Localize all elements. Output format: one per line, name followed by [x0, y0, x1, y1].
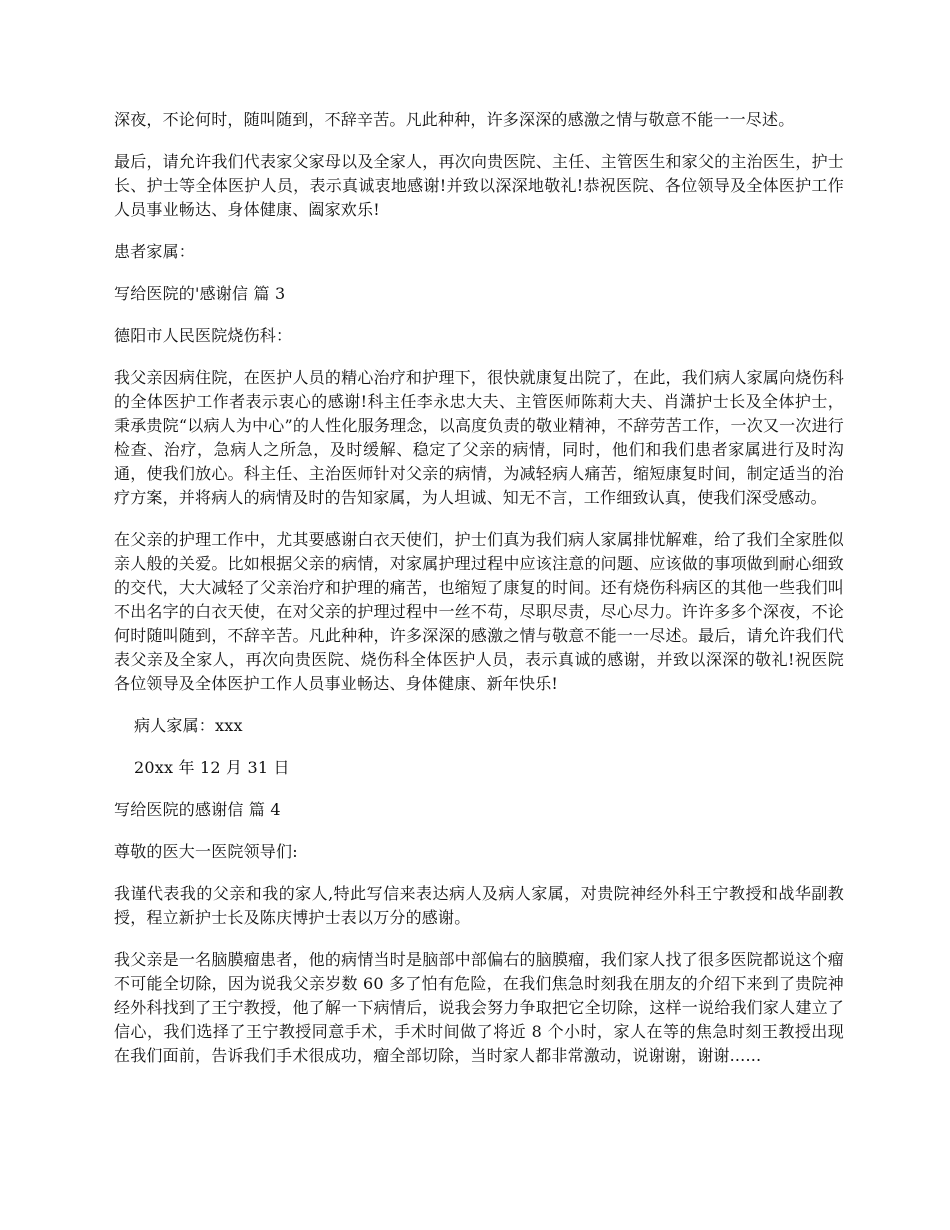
paragraph-letter3-body2: 在父亲的护理工作中，尤其要感谢白衣天使们，护士们真为我们病人家属排忧解难，给了我们全家胜似亲人般的关爱。比如根据父亲的病情，对家属护理过程中应该注意的问题、应该做的事项做到耐心细致的交代，大大减轻了父亲治疗和护理的痛苦，也缩短了康复的时间。还有烧伤科病区的其他一些我们叫不出名字的白衣天使，在对父亲的护理过程中一丝不苟，尽职尽责，尽心尽力。许许多多个深夜，不论何时随叫随到，不辞辛苦。凡此种种，许多深深的感激之情与敬意不能一一尽述。最后，请允许我们代表父亲及全家人，再次向贵医院、烧伤科全体医护人员，表示真诚的感谢，并致以深深的敬礼!祝医院各位领导及全体医护工作人员事业畅达、身体健康、新年快乐!	[114, 530, 844, 693]
document-body	[114, 108, 844, 1086]
paragraph-closing-praise: 深夜，不论何时，随叫随到，不辞辛苦。凡此种种，许多深深的感激之情与敬意不能一一尽述。	[114, 110, 795, 129]
paragraph-letter4-body2: 我父亲是一名脑膜瘤患者，他的病情当时是脑部中部偏右的脑膜瘤，我们家人找了很多医院都说这个瘤不可能全切除，因为说我父亲岁数 60 多了怕有危险，在我们焦急时刻我在朋友的介绍下来到了贵院神经外科找到了王宁教授，他了解一下病情后，说我会努力争取把它全切除，这样一说给我们家人建立了信心，我们选择了王宁教授同意手术，手术时间做了将近 8 个小时，家人在等的焦急时刻王教授出现在我们面前，告诉我们手术很成功，瘤全部切除，当时家人都非常激动，说谢谢，谢谢......	[114, 950, 844, 1065]
section-title-4: 写给医院的感谢信 篇 4	[114, 800, 281, 819]
paragraph-letter4-body1: 我谨代表我的父亲和我的家人,特此写信来表达病人及病人家属，对贵院神经外科王宁教授和战华副教授，程立新护士长及陈庆博护士表以万分的感谢。	[114, 884, 844, 927]
salutation-burn-dept: 德阳市人民医院烧伤科：	[114, 326, 293, 345]
signature-patient-family: 病人家属：xxx	[134, 716, 243, 735]
paragraph-final-thanks: 最后，请允许我们代表家父家母以及全家人，再次向贵医院、主任、主管医生和家父的主治医生，护士长、护士等全体医护人员，表示真诚衷地感谢!并致以深深地敬礼!恭祝医院、各位领导及全体医护工作人员事业畅达、身体健康、阖家欢乐!	[114, 152, 844, 219]
paragraph-letter3-body1: 我父亲因病住院，在医护人员的精心治疗和护理下，很快就康复出院了，在此，我们病人家属向烧伤科的全体医护工作者表示衷心的感谢!科主任李永忠大夫、主管医师陈莉大夫、肖潇护士长及全体护士，秉承贵院“以病人为中心”的人性化服务理念，以高度负责的敬业精神，不辞劳苦工作，一次又一次进行检查、治疗，急病人之所急，及时缓解、稳定了父亲的病情，同时，他们和我们患者家属进行及时沟通，使我们放心。科主任、主治医师针对父亲的病情，为减轻病人痛苦，缩短康复时间，制定适当的治疗方案，并将病人的病情及时的告知家属，为人坦诚、知无不言，工作细致认真，使我们深受感动。	[114, 368, 844, 507]
signature-family: 患者家属：	[114, 242, 196, 261]
section-title-3: 写给医院的'感谢信 篇 3	[114, 284, 286, 303]
letter-date: 20xx 年 12 月 31 日	[134, 758, 290, 777]
salutation-hospital-leaders: 尊敬的医大一医院领导们:	[114, 842, 298, 861]
